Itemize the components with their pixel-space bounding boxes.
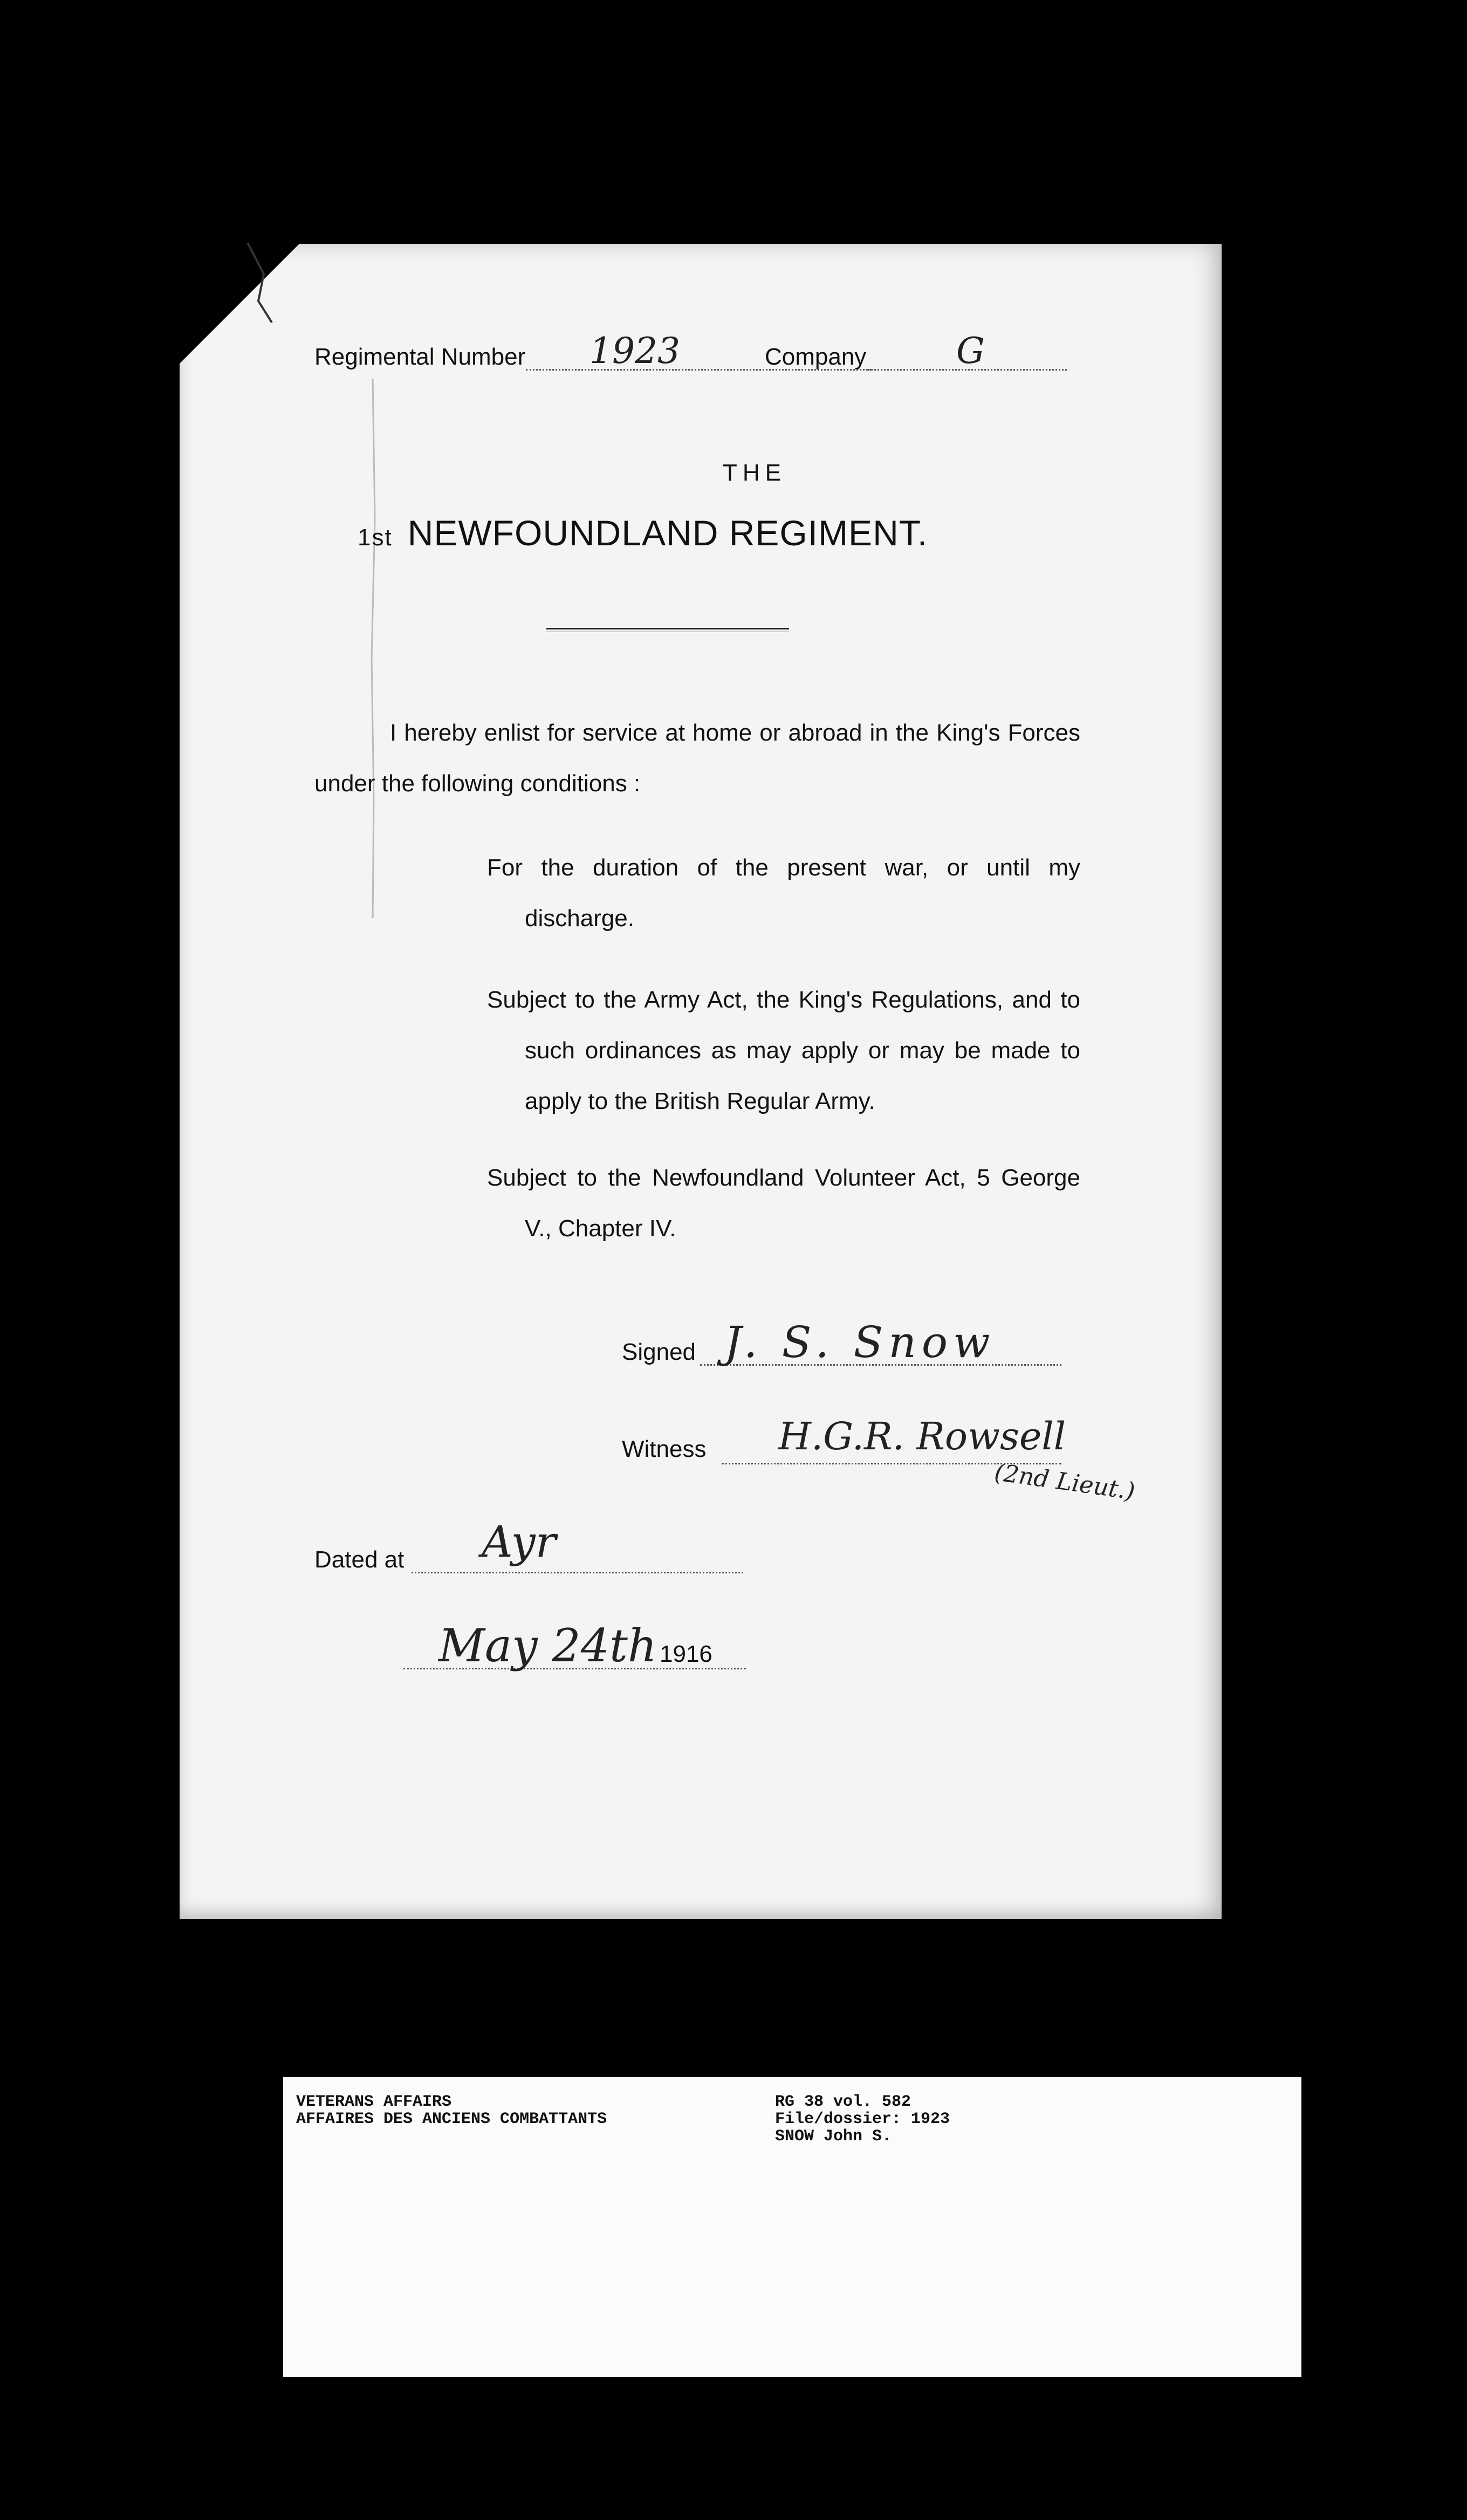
witness-signature: H.G.R. Rowsell xyxy=(778,1414,1066,1458)
condition-2: Subject to the Army Act, the King's Regulations, and to such ordinances as may apply or may be made to apply to the British Regular Army. xyxy=(487,987,1080,1114)
title-main: NEWFOUNDLAND REGIMENT. xyxy=(407,513,928,553)
enlistment-form xyxy=(180,244,1222,1919)
company-value: G xyxy=(956,330,985,372)
archive-label-card xyxy=(283,2077,1301,2377)
dated-at-line xyxy=(412,1572,743,1573)
dated-at-place: Ayr xyxy=(482,1517,556,1567)
company-label: Company xyxy=(765,344,867,370)
date-handwritten: May 24th xyxy=(438,1619,657,1672)
witness-label: Witness xyxy=(622,1436,707,1462)
title-ordinal: 1st xyxy=(358,524,393,551)
condition-1: For the duration of the present war, or until my discharge. xyxy=(487,854,1080,932)
archive-ref-volume: RG 38 vol. 582 xyxy=(775,2093,911,2111)
torn-corner xyxy=(177,242,301,366)
signed-label: Signed xyxy=(622,1339,696,1365)
witness-rank: (2nd Lieut.) xyxy=(992,1458,1137,1505)
archive-line-1: VETERANS AFFAIRS xyxy=(296,2093,452,2111)
condition-3: Subject to the Newfoundland Volunteer Act, 5 George V., Chapter IV. xyxy=(487,1165,1080,1242)
regiment-title xyxy=(358,512,928,553)
archive-ref-file: File/dossier: 1923 xyxy=(775,2110,950,2128)
regimental-number-value: 1923 xyxy=(589,330,680,372)
signature: J. S. Snow xyxy=(724,1317,996,1367)
dated-at-label: Dated at xyxy=(314,1546,405,1573)
intro-paragraph: I hereby enlist for service at home or abroad in the King's Forces under the following conditions : xyxy=(314,720,1080,797)
title-rule xyxy=(546,628,789,632)
regimental-number-label: Regimental Number xyxy=(314,344,526,370)
archive-ref-name: SNOW John S. xyxy=(775,2127,892,2146)
title-the: THE xyxy=(723,460,786,486)
date-year: 1916 xyxy=(660,1641,712,1667)
archive-line-2: AFFAIRES DES ANCIENS COMBATTANTS xyxy=(296,2110,607,2128)
